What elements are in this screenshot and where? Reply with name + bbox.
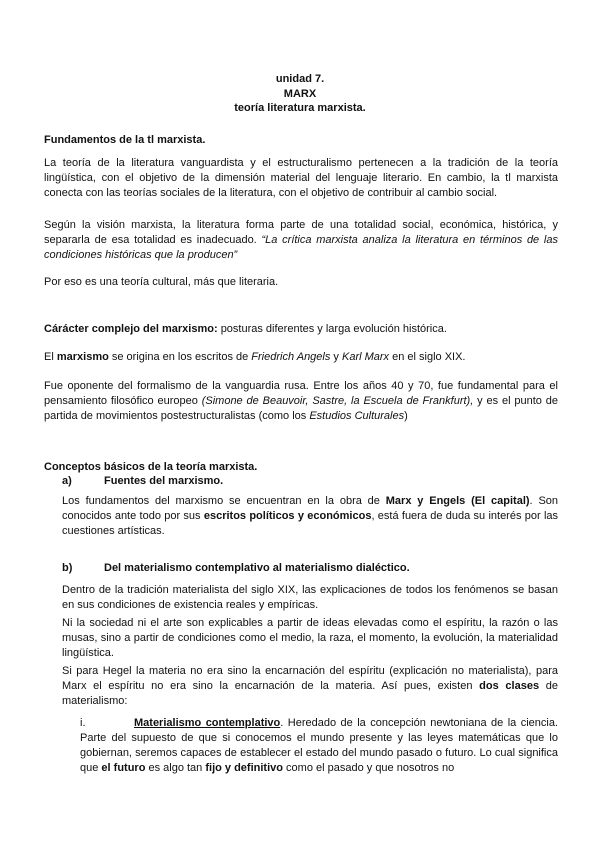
- section-heading-conceptos: Conceptos básicos de la teoría marxista.: [44, 461, 258, 473]
- paragraph-origen-marxismo: El marxismo se origina en los escritos de Friedrich Angels y Karl Marx en el siglo XIX.: [44, 351, 466, 363]
- paragraph-vanguardia: La teoría de la literatura vanguardista y el estructuralismo pertenecen a la tradición de la teoría lingüística, con el objetivo de la dimensión material del lenguaje literario. En cambio, la tl marxista conecta con las teorías sociales de la literatura, con el objetivo de contribuir al cambio social.: [44, 157, 558, 199]
- paragraph-caracter-complejo: Cárácter complejo del marxismo: posturas diferentes y larga evolución histórica.: [44, 323, 447, 335]
- paragraph-oponente-formalismo: Fue oponente del formalismo de la vanguardia rusa. Entre los años 40 y 70, fue fundamental para el pensamiento filosófico europeo (Simone de Beauvoir, Sastre, la Escuela de Frankfurt), y es el punto de partida de movimientos postestructuralistas (como los Estudios Culturales): [44, 380, 558, 422]
- paragraph-fundamentos-marxismo: Los fundamentos del marxismo se encuentran en la obra de Marx y Engels (El capital). Son conocidos ante todo por sus escritos políticos y económicos, está fuera de duda su interés por las cuestiones artísticas.: [62, 495, 559, 537]
- subheading-materialismo: b) Del materialismo contemplativo al materialismo dialéctico.: [62, 562, 410, 574]
- subheading-fuentes: a) Fuentes del marxismo.: [62, 475, 224, 487]
- list-item-materialismo-contemplativo: i. Materialismo contemplativo. Heredado de la concepción newtoniana de la ciencia. Parte del supuesto de que si conocemos el mundo presente y las leyes matemáticas que lo gobiernan, seremos capaces de establecer el estado del mundo pasado o futuro. Lo cual significa que el futuro es algo tan fijo y definitivo como el pasado y que nosotros no: [80, 717, 558, 774]
- title-line-theory: teoría literatura marxista.: [234, 102, 366, 114]
- paragraph-vision-marxista: Según la visión marxista, la literatura forma parte de una totalidad social, económica, histórica, y separarla de esa totalidad es inadecuado. “La crítica marxista analiza la literatura en términos de las condiciones históricas que la producen”: [44, 219, 558, 261]
- paragraph-hegel-marx: Si para Hegel la materia no era sino la encarnación del espíritu (explicación no materialista), para Marx el espíritu no era sino la encarnación de la materia. Así pues, existen dos clases de materialismo:: [62, 665, 559, 707]
- paragraph-sociedad-arte: Ni la sociedad ni el arte son explicables a partir de ideas elevadas como el espíritu, la razón o las musas, sino a partir de condiciones como el medio, la raza, el momento, la evolución, la materialidad lingüística.: [62, 617, 558, 659]
- section-heading-fundamentos: Fundamentos de la tl marxista.: [44, 134, 206, 146]
- paragraph-tradicion-materialista: Dentro de la tradición materialista del siglo XIX, las explicaciones de todos los fenómenos se basan en sus condiciones de existencia reales y empíricas.: [62, 584, 558, 611]
- document-title: [0, 72, 600, 116]
- title-line-unit: unidad 7.: [275, 73, 325, 85]
- paragraph-teoria-cultural: Por eso es una teoría cultural, más que literaria.: [44, 276, 279, 288]
- title-line-marx: MARX: [283, 87, 317, 100]
